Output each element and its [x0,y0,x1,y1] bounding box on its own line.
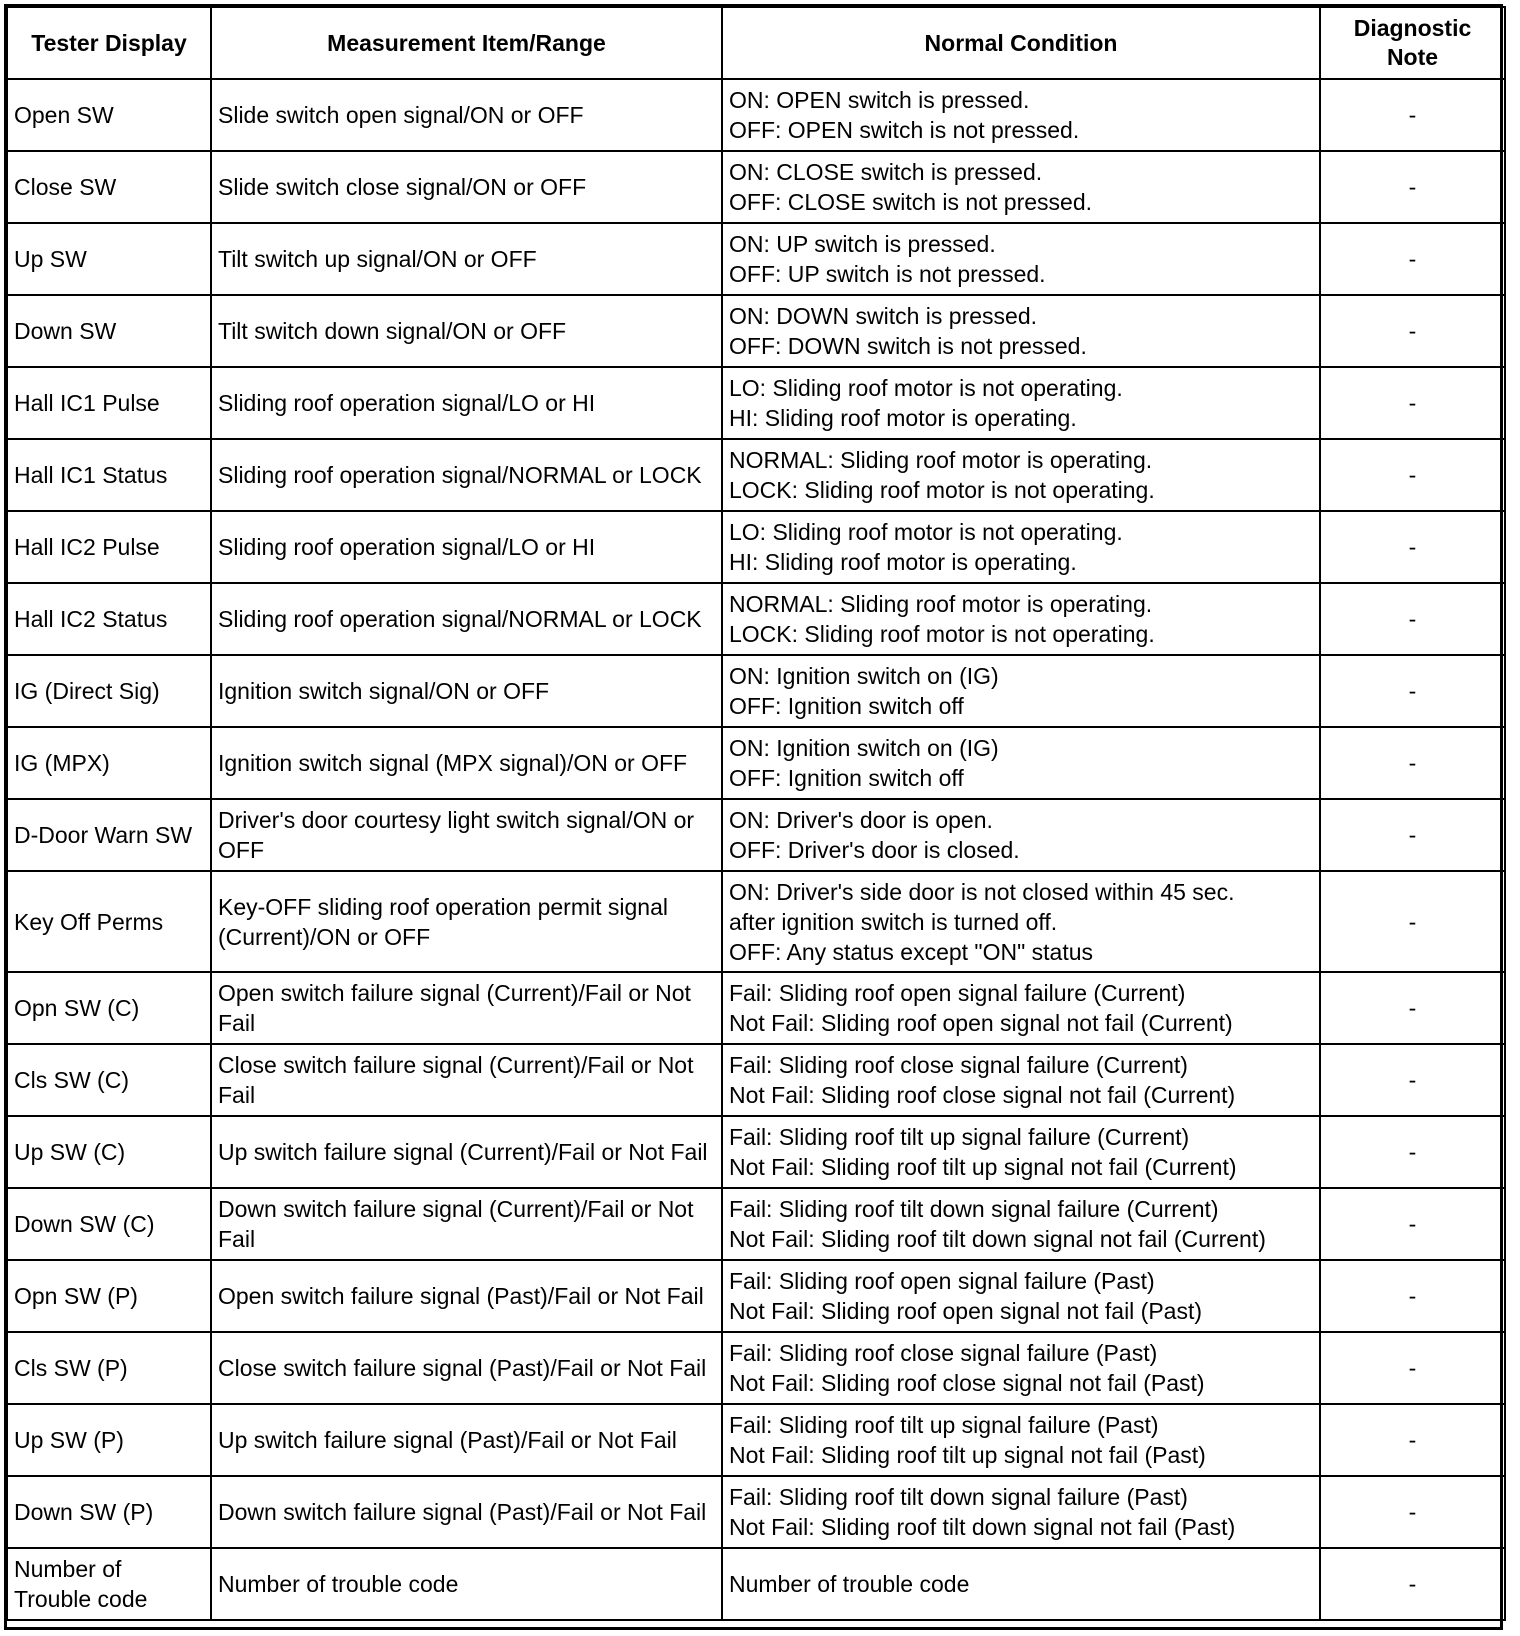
cell-normal-condition [722,972,1320,1044]
table-row [7,367,1505,439]
cell-diagnostic-note: - [1320,655,1505,727]
cell-measurement-item: Slide switch open signal/ON or OFF [211,79,722,151]
cell-measurement-item: Slide switch close signal/ON or OFF [211,151,722,223]
cell-tester-display: D-Door Warn SW [7,799,211,871]
normal-condition-line: Fail: Sliding roof open signal failure (Current) [729,980,1186,1006]
cell-diagnostic-note: - [1320,223,1505,295]
normal-condition-line: Not Fail: Sliding roof open signal not fail (Current) [729,1010,1233,1036]
data-list-table [6,6,1506,1621]
normal-condition-line: OFF: UP switch is not pressed. [729,261,1046,287]
cell-tester-display: Up SW [7,223,211,295]
cell-measurement-item: Down switch failure signal (Current)/Fail or Not Fail [211,1188,722,1260]
normal-condition-line: OFF: CLOSE switch is not pressed. [729,189,1093,215]
normal-condition-line: Fail: Sliding roof tilt up signal failure (Past) [729,1412,1159,1438]
cell-measurement-item: Open switch failure signal (Current)/Fail or Not Fail [211,972,722,1044]
cell-diagnostic-note: - [1320,972,1505,1044]
cell-measurement-item: Driver's door courtesy light switch signal/ON or OFF [211,799,722,871]
normal-condition-line: Fail: Sliding roof tilt down signal failure (Current) [729,1196,1219,1222]
cell-measurement-item: Sliding roof operation signal/NORMAL or LOCK [211,439,722,511]
cell-normal-condition [722,367,1320,439]
table-row [7,79,1505,151]
normal-condition-line: ON: Driver's side door is not closed within 45 sec. [729,878,1235,905]
table-row [7,511,1505,583]
normal-condition-line: OFF: Ignition switch off [729,765,964,791]
normal-condition-line: Not Fail: Sliding roof tilt down signal not fail (Current) [729,1226,1266,1252]
table-row [7,439,1505,511]
normal-condition-line: ON: Ignition switch on (IG) [729,663,999,689]
table-row [7,223,1505,295]
normal-condition-line: ON: Driver's door is open. [729,807,993,833]
cell-diagnostic-note: - [1320,583,1505,655]
normal-condition-line: ON: CLOSE switch is pressed. [729,159,1043,185]
cell-measurement-item: Sliding roof operation signal/LO or HI [211,367,722,439]
normal-condition-line: LO: Sliding roof motor is not operating. [729,375,1123,401]
cell-tester-display: IG (Direct Sig) [7,655,211,727]
table-row [7,727,1505,799]
normal-condition-line: LOCK: Sliding roof motor is not operating. [729,477,1155,503]
table-row [7,1116,1505,1188]
cell-diagnostic-note: - [1320,1116,1505,1188]
normal-condition-line: HI: Sliding roof motor is operating. [729,549,1077,575]
cell-tester-display: Cls SW (P) [7,1332,211,1404]
cell-tester-display: Hall IC2 Status [7,583,211,655]
cell-tester-display: Hall IC1 Status [7,439,211,511]
cell-normal-condition [722,223,1320,295]
cell-measurement-item: Sliding roof operation signal/LO or HI [211,511,722,583]
cell-measurement-item: Tilt switch down signal/ON or OFF [211,295,722,367]
cell-diagnostic-note: - [1320,799,1505,871]
cell-tester-display: IG (MPX) [7,727,211,799]
normal-condition-line: Fail: Sliding roof tilt down signal failure (Past) [729,1484,1188,1510]
table-header-row [7,7,1505,79]
cell-tester-display: Up SW (C) [7,1116,211,1188]
normal-condition-line: Fail: Sliding roof close signal failure (Past) [729,1340,1158,1366]
table-row [7,1188,1505,1260]
table-row [7,295,1505,367]
cell-normal-condition [722,799,1320,871]
cell-normal-condition [722,439,1320,511]
cell-normal-condition [722,1188,1320,1260]
cell-tester-display: Cls SW (C) [7,1044,211,1116]
cell-diagnostic-note: - [1320,439,1505,511]
normal-condition-line: OFF: Any status except "ON" status [729,938,1094,965]
cell-tester-display: Hall IC1 Pulse [7,367,211,439]
normal-condition-line: ON: UP switch is pressed. [729,231,996,257]
table-row [7,1260,1505,1332]
cell-tester-display: Down SW [7,295,211,367]
cell-normal-condition [722,1548,1320,1620]
cell-measurement-item: Sliding roof operation signal/NORMAL or LOCK [211,583,722,655]
normal-condition-line: Number of trouble code [729,1571,970,1597]
normal-condition-line: OFF: Driver's door is closed. [729,837,1020,863]
cell-diagnostic-note: - [1320,727,1505,799]
cell-tester-display: Open SW [7,79,211,151]
cell-measurement-item: Close switch failure signal (Past)/Fail or Not Fail [211,1332,722,1404]
header-measurement-item: Measurement Item/Range [211,7,722,79]
normal-condition-line: Not Fail: Sliding roof tilt up signal not fail (Current) [729,1154,1237,1180]
header-diagnostic-note: Diagnostic Note [1320,7,1505,79]
data-list-table-container [6,6,1504,1621]
normal-condition-line: ON: DOWN switch is pressed. [729,303,1037,329]
normal-condition-line: Fail: Sliding roof open signal failure (Past) [729,1268,1155,1294]
table-row [7,972,1505,1044]
cell-normal-condition [722,871,1320,972]
normal-condition-line: Fail: Sliding roof close signal failure (Current) [729,1052,1188,1078]
table-body [7,79,1505,1620]
cell-normal-condition [722,1116,1320,1188]
cell-normal-condition [722,1404,1320,1476]
cell-normal-condition [722,1476,1320,1548]
cell-normal-condition [722,583,1320,655]
cell-measurement-item: Up switch failure signal (Current)/Fail or Not Fail [211,1116,722,1188]
normal-condition-line: Not Fail: Sliding roof open signal not fail (Past) [729,1298,1203,1324]
cell-measurement-item: Open switch failure signal (Past)/Fail or Not Fail [211,1260,722,1332]
cell-tester-display: Close SW [7,151,211,223]
normal-condition-line: Fail: Sliding roof tilt up signal failure (Current) [729,1124,1190,1150]
cell-diagnostic-note: - [1320,1332,1505,1404]
normal-condition-line: ON: Ignition switch on (IG) [729,735,999,761]
cell-normal-condition [722,655,1320,727]
normal-condition-line: Not Fail: Sliding roof close signal not fail (Past) [729,1370,1205,1396]
cell-diagnostic-note: - [1320,1404,1505,1476]
cell-measurement-item: Key-OFF sliding roof operation permit signal (Current)/ON or OFF [211,871,722,972]
normal-condition-line: OFF: OPEN switch is not pressed. [729,117,1080,143]
cell-normal-condition [722,727,1320,799]
normal-condition-line: LOCK: Sliding roof motor is not operating. [729,621,1155,647]
normal-condition-line: NORMAL: Sliding roof motor is operating. [729,591,1153,617]
normal-condition-line: Not Fail: Sliding roof close signal not fail (Current) [729,1082,1236,1108]
cell-normal-condition [722,1044,1320,1116]
cell-measurement-item: Tilt switch up signal/ON or OFF [211,223,722,295]
table-row [7,1404,1505,1476]
cell-measurement-item: Down switch failure signal (Past)/Fail or Not Fail [211,1476,722,1548]
cell-diagnostic-note: - [1320,151,1505,223]
cell-measurement-item: Close switch failure signal (Current)/Fail or Not Fail [211,1044,722,1116]
table-row [7,1044,1505,1116]
cell-normal-condition [722,151,1320,223]
table-row [7,799,1505,871]
cell-tester-display: Up SW (P) [7,1404,211,1476]
table-row [7,655,1505,727]
cell-normal-condition [722,79,1320,151]
cell-diagnostic-note: - [1320,1044,1505,1116]
cell-normal-condition [722,511,1320,583]
normal-condition-line: after ignition switch is turned off. [729,908,1058,935]
cell-diagnostic-note: - [1320,1548,1505,1620]
cell-tester-display: Down SW (C) [7,1188,211,1260]
normal-condition-line: OFF: DOWN switch is not pressed. [729,333,1087,359]
normal-condition-line: HI: Sliding roof motor is operating. [729,405,1077,431]
cell-tester-display: Opn SW (P) [7,1260,211,1332]
cell-normal-condition [722,1260,1320,1332]
cell-diagnostic-note: - [1320,1188,1505,1260]
cell-measurement-item: Ignition switch signal/ON or OFF [211,655,722,727]
table-row [7,871,1505,972]
cell-diagnostic-note: - [1320,295,1505,367]
cell-tester-display: Number of Trouble code [7,1548,211,1620]
cell-measurement-item: Number of trouble code [211,1548,722,1620]
header-normal-condition: Normal Condition [722,7,1320,79]
cell-tester-display: Down SW (P) [7,1476,211,1548]
cell-normal-condition [722,1332,1320,1404]
cell-tester-display: Opn SW (C) [7,972,211,1044]
header-tester-display: Tester Display [7,7,211,79]
normal-condition-line: OFF: Ignition switch off [729,693,964,719]
table-row [7,1548,1505,1620]
table-row [7,583,1505,655]
normal-condition-line: Not Fail: Sliding roof tilt up signal not fail (Past) [729,1442,1206,1468]
cell-diagnostic-note: - [1320,367,1505,439]
normal-condition-line: LO: Sliding roof motor is not operating. [729,519,1123,545]
cell-normal-condition [722,295,1320,367]
table-row [7,151,1505,223]
cell-diagnostic-note: - [1320,79,1505,151]
cell-tester-display: Key Off Perms [7,871,211,972]
normal-condition-line: ON: OPEN switch is pressed. [729,87,1030,113]
cell-diagnostic-note: - [1320,871,1505,972]
cell-tester-display: Hall IC2 Pulse [7,511,211,583]
table-row [7,1332,1505,1404]
cell-diagnostic-note: - [1320,1260,1505,1332]
cell-measurement-item: Up switch failure signal (Past)/Fail or Not Fail [211,1404,722,1476]
normal-condition-line: Not Fail: Sliding roof tilt down signal not fail (Past) [729,1514,1236,1540]
cell-diagnostic-note: - [1320,1476,1505,1548]
normal-condition-line: NORMAL: Sliding roof motor is operating. [729,447,1153,473]
table-row [7,1476,1505,1548]
cell-diagnostic-note: - [1320,511,1505,583]
cell-measurement-item: Ignition switch signal (MPX signal)/ON or OFF [211,727,722,799]
